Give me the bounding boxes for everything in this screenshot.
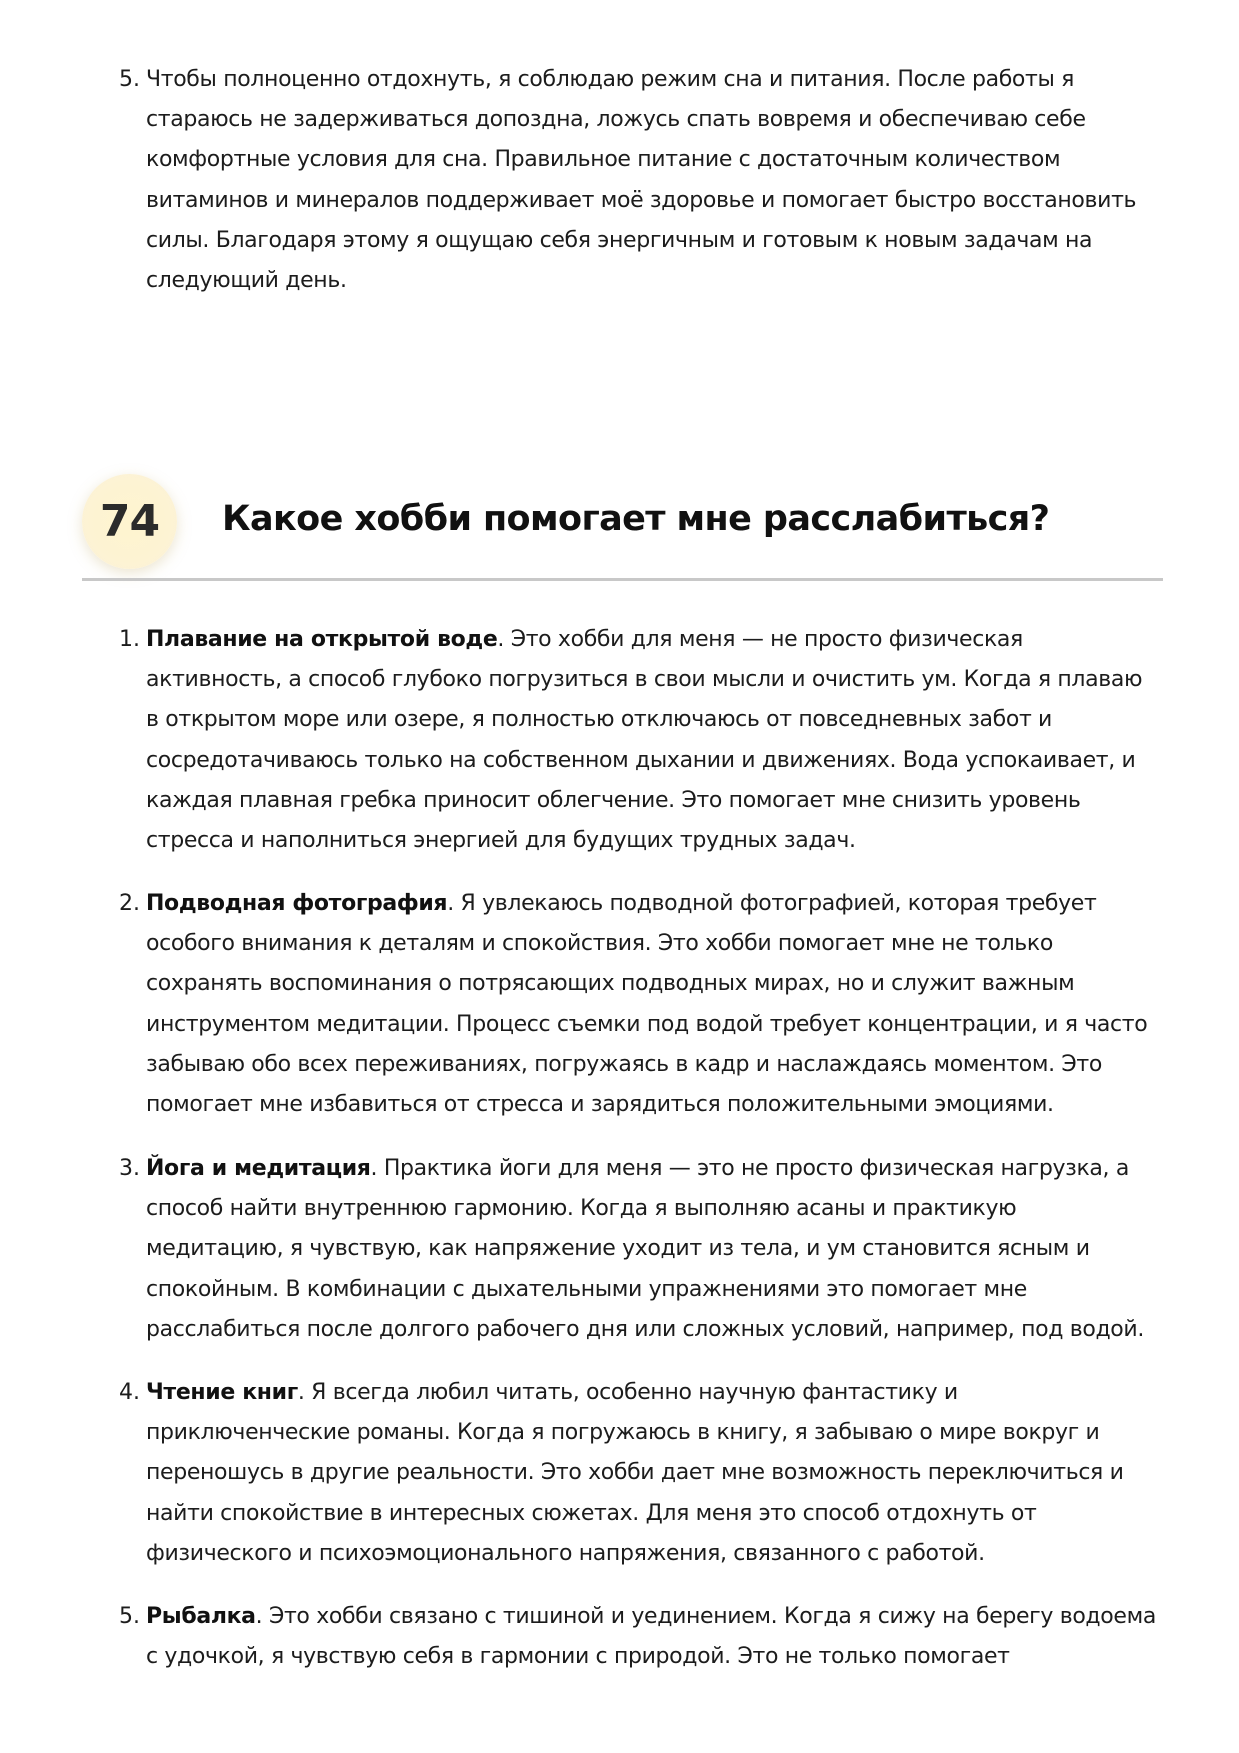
list-item-4-text: . Я всегда любил читать, особенно научную фантастику и приключенческие романы. Когда я погружаюсь в книгу, я забываю о мире вокруг и переношусь в другие реальности. Это хобби дает мне возможность переключиться и найти спокойствие в интересных сюжетах. Для меня это способ отдохнуть от физического и психоэмоционального напряжения, связанного с работой. <box>146 1380 1124 1566</box>
list-item-1-title: Плавание на открытой воде <box>146 627 498 652</box>
section-divider <box>82 578 1163 581</box>
section-number: 74 <box>99 496 160 547</box>
prev-item-5-number: 5. <box>119 67 140 92</box>
list-item-4 <box>146 1373 1156 1574</box>
list-item-2 <box>146 884 1156 1125</box>
list-item-3 <box>146 1149 1156 1350</box>
list-item-5-title: Рыбалка <box>146 1604 256 1629</box>
list-item-3-text: . Практика йоги для меня — это не просто физическая нагрузка, а способ найти внутреннюю гармонию. Когда я выполняю асаны и практикую медитацию, я чувствую, как напряжение уходит из тела, и ум становится ясным и спокойным. В комбинации с дыхательными упражнениями это помогает мне расслабиться после долгого рабочего дня или сложных условий, например, под водой. <box>146 1156 1145 1342</box>
list-item-2-title: Подводная фотография <box>146 891 448 916</box>
section-title: Какое хобби помогает мне расслабиться? <box>222 499 1050 539</box>
list-item-3-number: 3. <box>119 1156 140 1181</box>
list-item-5-text: . Это хобби связано с тишиной и уединением. Когда я сижу на берегу водоема с удочкой, я чувствую себя в гармонии с природой. Это не только помогает <box>146 1604 1156 1670</box>
list-item-1-text: . Это хобби для меня — не просто физическая активность, а способ глубоко погрузиться в свои мысли и очистить ум. Когда я плаваю в открытом море или озере, я полностью отключаюсь от повседневных забот и сосредотачиваюсь только на собственном дыхании и движениях. Вода успокаивает, и каждая плавная гребка приносит облегчение. Это помогает мне снизить уровень стресса и наполниться энергией для будущих трудных задач. <box>146 627 1143 854</box>
prev-item-5-text: Чтобы полноценно отдохнуть, я соблюдаю режим сна и питания. После работы я стараюсь не задерживаться допоздна, ложусь спать вовремя и обеспечиваю себе комфортные условия для сна. Правильное питание с достаточным количеством витаминов и минералов поддерживает моё здоровье и помогает быстро восстановить силы. Благодаря этому я ощущаю себя энергичным и готовым к новым задачам на следующий день. <box>146 67 1137 294</box>
list-item-2-number: 2. <box>119 891 140 916</box>
section-header <box>82 468 1163 578</box>
list-item-4-title: Чтение книг <box>146 1380 298 1405</box>
section-number-badge <box>82 474 177 569</box>
list-item-1-number: 1. <box>119 627 140 652</box>
list-item-4-number: 4. <box>119 1380 140 1405</box>
list-item-5-number: 5. <box>119 1604 140 1629</box>
list-item-5 <box>146 1597 1156 1677</box>
list-item-3-title: Йога и медитация <box>146 1156 371 1181</box>
list-item-1 <box>146 620 1156 861</box>
list-item-2-text: . Я увлекаюсь подводной фотографией, которая требует особого внимания к деталям и спокойствия. Это хобби помогает мне не только сохранять воспоминания о потрясающих подводных мирах, но и служит важным инструментом медитации. Процесс съемки под водой требует концентрации, и я часто забываю обо всех переживаниях, погружаясь в кадр и наслаждаясь моментом. Это помогает мне избавиться от стресса и зарядиться положительными эмоциями. <box>146 891 1148 1118</box>
